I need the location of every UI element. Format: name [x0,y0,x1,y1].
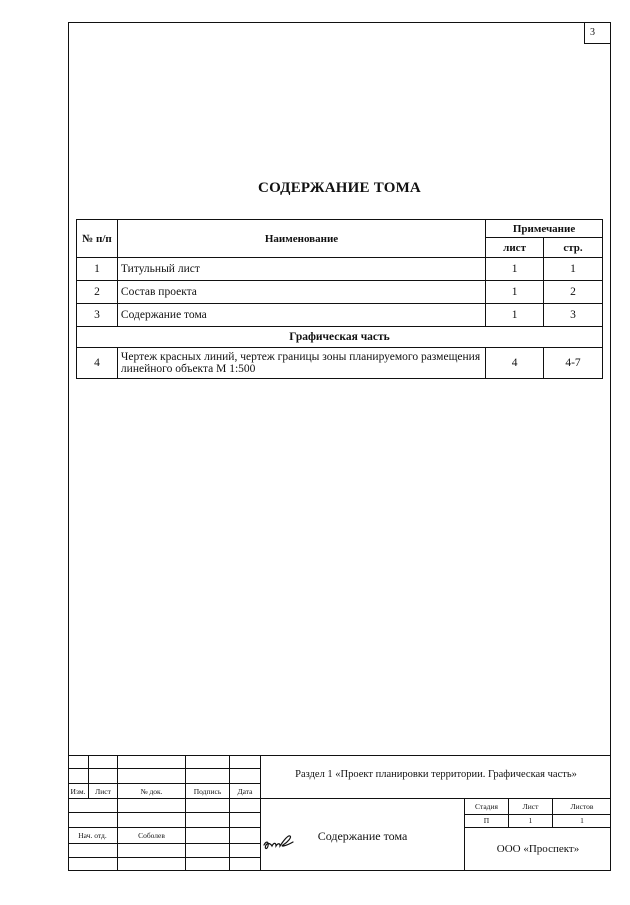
row-page: 2 [544,281,603,304]
row-page: 3 [544,304,603,327]
stamp-izm-label: Изм. [70,787,86,796]
drawing-frame [68,22,611,871]
row-sheet: 4 [486,348,544,379]
header-page: стр. [544,238,603,258]
row-name: Состав проекта [117,281,485,304]
row-num: 3 [77,304,118,327]
stamp-sign-label: Подпись [193,787,222,796]
section-title: Графическая часть [77,327,603,348]
stamp-sheet-label: Лист [522,802,539,811]
stamp-doc-label: № док. [140,787,163,796]
row-name: Титульный лист [117,258,485,281]
row-name: Содержание тома [117,304,485,327]
row-sheet: 1 [486,258,544,281]
row-num: 1 [77,258,118,281]
stamp-company: ООО «Проспект» [496,843,580,855]
page-title: СОДЕРЖАНИЕ ТОМА [258,180,421,196]
stamp-role: Нач. отд. [78,831,107,840]
table-row [77,348,603,379]
row-num: 2 [77,281,118,304]
stamp-stage-label: Стадия [475,802,498,811]
row-sheet: 1 [486,281,544,304]
stamp-date-label: Дата [237,787,253,796]
stamp-list-label: Лист [95,787,111,796]
row-sheet: 1 [486,304,544,327]
stamp-section-name: Раздел 1 «Проект планировки территории. Графическая часть» [295,769,577,780]
header-num: № п/п [77,220,118,258]
table-row [77,304,603,327]
contents-table [76,219,603,379]
header-sheet: лист [486,238,544,258]
row-num: 4 [77,348,118,379]
row-name: Чертеж красных линий, чертеж границы зоны планируемого размещения линейного объекта М 1:500 [117,348,485,379]
table-row [77,258,603,281]
stamp-person: Соболев [138,831,165,840]
page-number: 3 [584,22,611,44]
title-block [68,755,611,871]
header-note: Примечание [486,220,603,238]
stamp-sheet-value: 1 [528,816,533,825]
section-row [77,327,603,348]
row-page: 4-7 [544,348,603,379]
stamp-sheets-label: Листов [570,802,594,811]
stamp-stage-value: П [483,816,490,825]
header-name: Наименование [117,220,485,258]
row-page: 1 [544,258,603,281]
stamp-doc-title: Содержание тома [317,829,408,843]
stamp-sheets-value: 1 [580,816,584,825]
table-row [77,281,603,304]
